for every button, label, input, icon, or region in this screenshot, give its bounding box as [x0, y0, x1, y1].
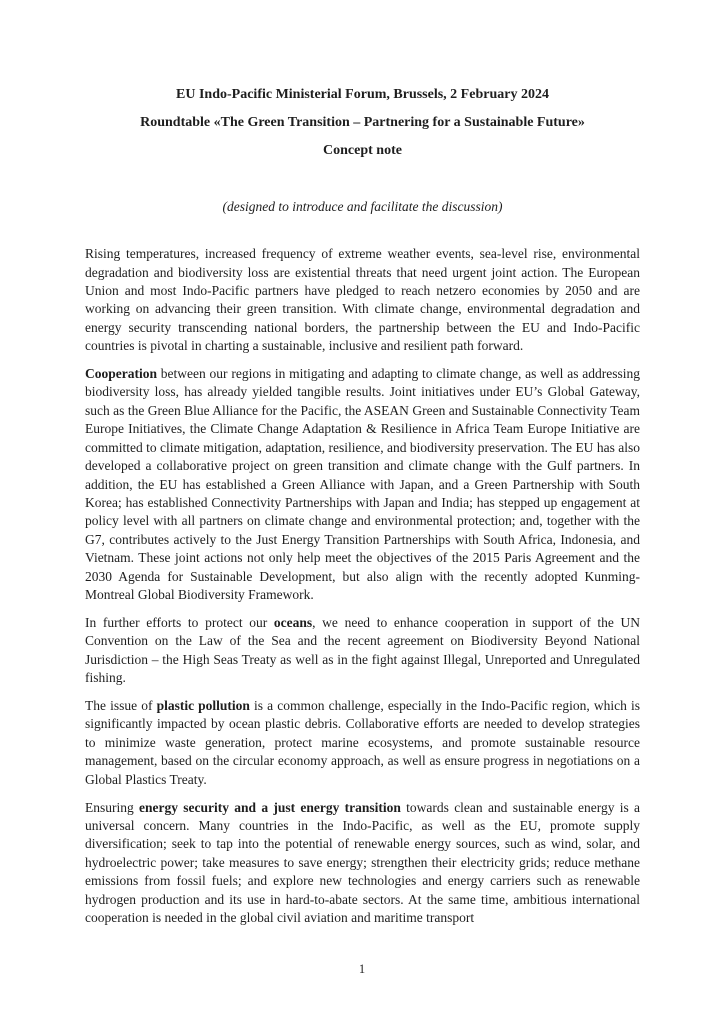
paragraph: The issue of plastic pollution is a common challenge, especially in the Indo-Pacific region, which is significantly impacted by ocean plastic debris. Collaborative efforts are needed to develop strategies to minimize waste generation, protect marine ecosystems, and promote sustainable resource management, based on the circular economy approach, as well as ensure progress in negotiations on a Global Plastics Treaty.	[85, 697, 641, 787]
paragraph: Ensuring energy security and a just energy transition towards clean and sustainable energy is a universal concern. Many countries in the Indo-Pacific, as well as the EU, promote supply diversification; seek to tap into the potential of renewable energy sources, such as wind, solar, and hydroelectric power; take measures to save energy; strengthen their electricity grids; reduce methane emissions from fossil fuels; and explore new technologies and energy carriers such as renewable hydrogen production and its use in hard-to-abate sectors. At the same time, ambitious international cooperation is needed in the global civil aviation and maritime transport	[85, 799, 640, 925]
document-header	[85, 86, 640, 217]
page-number: 1	[358, 962, 366, 976]
document-title: EU Indo-Pacific Ministerial Forum, Brussels, 2 February 2024	[176, 87, 549, 102]
document-purpose-note: (designed to introduce and facilitate the discussion)	[222, 199, 503, 215]
document-section-heading: Concept note	[323, 142, 402, 158]
document-subtitle: Roundtable «The Green Transition – Partnering for a Sustainable Future»	[140, 114, 585, 130]
document-body	[85, 245, 640, 927]
page-footer	[0, 962, 724, 976]
paragraph: In further efforts to protect our oceans, we need to enhance cooperation in support of the UN Convention on the Law of the Sea and the recent agreement on Biodiversity Beyond National Jurisdiction – the High Seas Treaty as well as in the fight against Illegal, Unreported and Unregulated fishing.	[85, 614, 640, 686]
paragraph: Rising temperatures, increased frequency of extreme weather events, sea-level rise, environmental degradation and biodiversity loss are existential threats that need urgent joint action. The European Union and most Indo-Pacific partners have pledged to reach netzero economies by 2050 and are working on advancing their green transition. With climate change, environmental degradation and energy security transcending national borders, the partnership between the EU and Indo-Pacific countries is pivotal in charting a sustainable, inclusive and resilient path forward.	[85, 246, 640, 354]
paragraph: Cooperation between our regions in mitigating and adapting to climate change, as well as addressing biodiversity loss, has already yielded tangible results. Joint initiatives under EU’s Global Gateway, such as the Green Blue Alliance for the Pacific, the ASEAN Green and Sustainable Connectivity Team Europe Initiatives, the Climate Change Adaptation & Resilience in Africa Team Europe Initiative are committed to climate mitigation, adaptation, resilience, and biodiversity preservation. The EU has also developed a collaborative project on green transition and climate change with the Gulf partners. In addition, the EU has established a Green Alliance with Japan, and a Green Partnership with South Korea; has established Connectivity Partnerships with Japan and India; has stepped up engagement at policy level with all partners on climate change and environmental protection; and, together with the G7, contributes actively to the Just Energy Transition Partnerships with South Africa, Indonesia, and Vietnam. These joint actions not only help meet the objectives of the 2015 Paris Agreement and the 2030 Agenda for Sustainable Development, but also align with the recently adopted Kunming-Montreal Global Biodiversity Framework.	[85, 366, 640, 602]
